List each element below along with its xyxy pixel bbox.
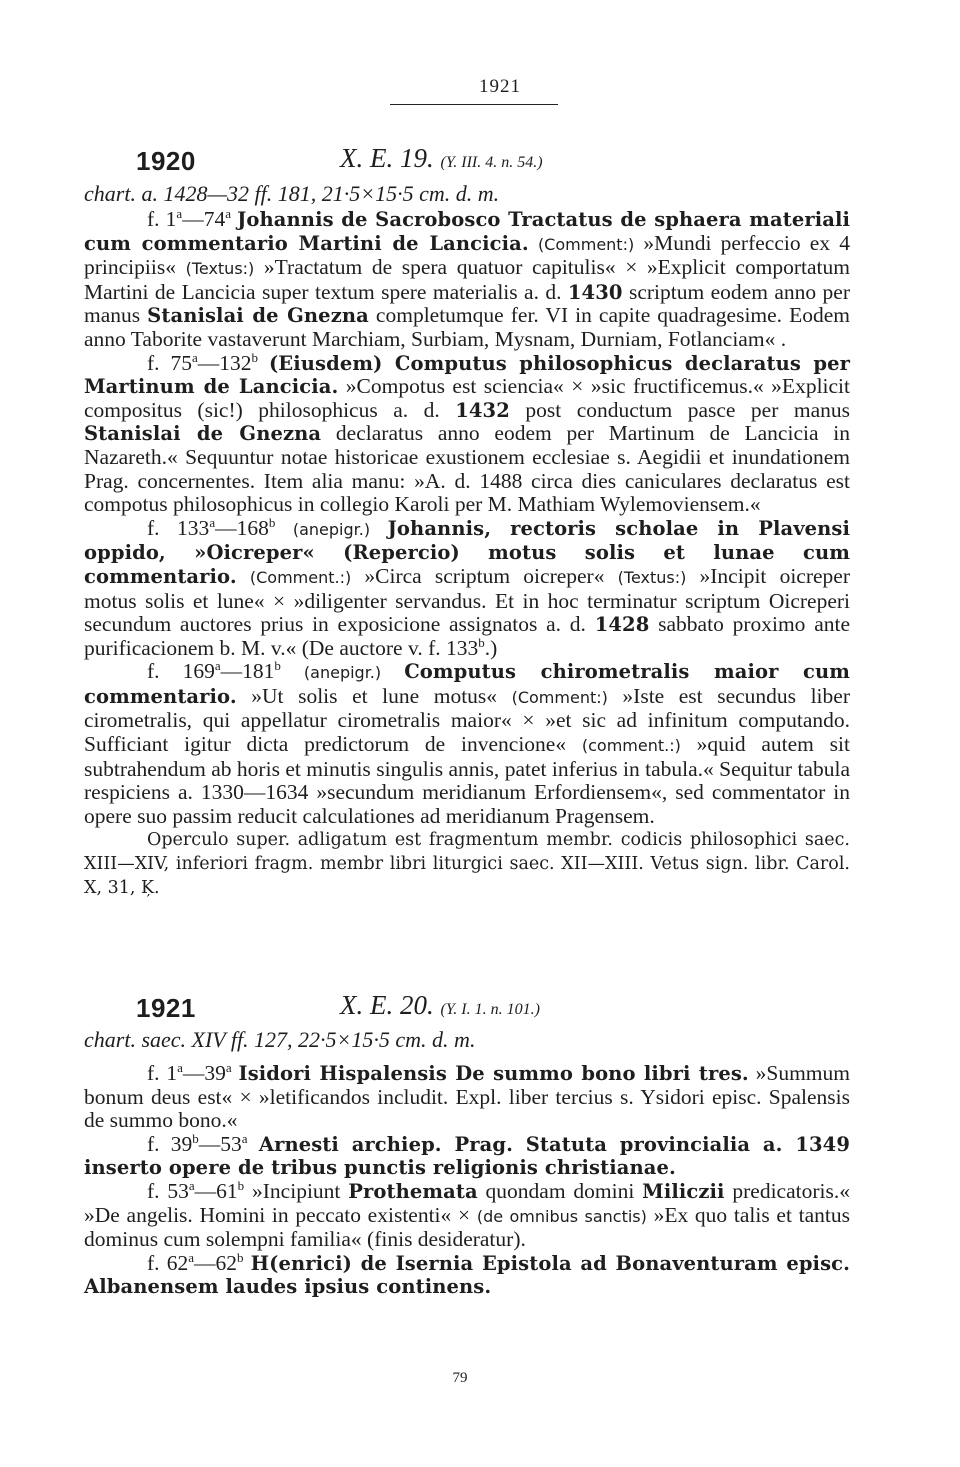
- entry-number-1920: 1920: [136, 146, 196, 176]
- paragraph: Operculo super. adligatum est fragmentum membr. codicis philosophici saec. XIII—XIV, inferiori fragm. membr libri liturgici saec. XII—XIII. Vetus sign. libr. Carol. X, 31, Ķ.: [84, 830, 850, 899]
- paragraph: f. 53$^a$—61$^b$ »Incipiunt Prothemata quondam domini Miliczii predicatoris.« »De angelis. Homini in peccato existenti« × (de omnibus sanctis) »Ex quo talis et tantus dominus cum solempni familia« (finis desideratur).: [84, 1177, 850, 1252]
- paragraph: f. 133$^a$—168$^b$ (anepigr.) Johannis, rectoris scholae in Plavensi oppido, »Oicreper« (Repercio) motus solis et lunae cum commentario. (Comment.:) »Circa scriptum oicreper« (Textus:) »Incipit oicreper motus solis et lune« × »diligenter servandus. Et in hoc terminatur scriptum Oicreperi secundum auctores prius in exposicione assignatos a. d. 1428 sabbato proximo ante purificacionem b. M. v.« (De auctore v. f. 133$^b$.): [84, 514, 850, 660]
- paragraph: f. 169$^a$—181$^b$ (anepigr.) Computus chirometralis maior cum commentario. »Ut solis et lune motus« (Comment:) »Iste est secundus liber cirometralis, qui appellatur cirometralis maior« × »et sic ad infinitum computando. Sufficiant igitur dicta predictorum de invencione« (comment.:) »quid autem sit subtrahendum ab horis et minutis singulis annis, patet inferius in tabula.« Sequitur tabula respiciens a. 1330—1634 »secundum meridianum Erfordiensem«, sed commentator in opere suo passim reducit calculationes ad meridianum Pragensem.: [84, 658, 851, 828]
- chart-description-1920: chart. a. 1428—32 ff. 181, 21·5×15·5 cm. d. m.: [84, 181, 500, 206]
- signature: X. E. 19.: [340, 143, 434, 173]
- entry-signature-1920: [340, 143, 543, 174]
- paragraph: f. 62$^a$—62$^b$ H(enrici) de Isernia Epistola ad Bonaventuram episc. Albanensem laudes ipsius continens.: [84, 1249, 851, 1299]
- signature: X. E. 20.: [340, 990, 434, 1020]
- paragraph: f. 75$^a$—132$^b$ (Eiusdem) Computus philosophicus declaratus per Martinum de Lancicia. »Compotus est sciencia« × »sic fructificemus.« »Explicit compositus (sic!) philosophicus a. d. 1432 post conductum pasce per manus Stanislai de Gnezna declaratus anno eodem per Martinum de Lancicia in Nazareth.« Sequuntur notae historicae exustionem ecclesiae s. Aegidii et inundationem Prag. concernentes. Item alia manu: »A. d. 1488 circa dies caniculares declaratus est compotus philosophicus in collegio Karoli per M. Mathiam Wylemoviensem.«: [84, 349, 851, 517]
- paragraph: f. 1$^a$—39$^a$ Isidori Hispalensis De summo bono libri tres. »Summum bonum deus est« × »letificandos includit. Expl. liber tercius s. Ysidori episc. Spalensis de summo bono.«: [84, 1059, 851, 1133]
- entry-number-1921: 1921: [136, 993, 196, 1023]
- entry-signature-1921: [340, 990, 540, 1021]
- head-rule: [390, 104, 558, 105]
- paragraph: f. 1$^a$—74$^a$ Johannis de Sacrobosco Tractatus de sphaera materiali cum commentario Martini de Lancicia. (Comment:) »Mundi perfeccio ex 4 principiis« (Textus:) »Tractatum de spera quatuor capitulis« × »Explicit comportatum Martini de Lancicia super textum spere materialis a. d. 1430 scriptum eodem anno per manus Stanislai de Gnezna completumque fer. VI in capite quadragesime. Eodem anno Taborite vastaverunt Marchiam, Surbiam, Mysnam, Durniam, Fotlanciam« .: [84, 205, 851, 351]
- signature-old: (Y. I. 1. n. 101.): [440, 1001, 540, 1018]
- chart-description-1921: chart. saec. XIV ff. 127, 22·5×15·5 cm. d. m.: [84, 1027, 476, 1052]
- entry-body-1920: [84, 205, 851, 900]
- page-number: 79: [452, 1370, 468, 1386]
- running-head: 1921: [479, 76, 521, 97]
- entry-body-1921: [84, 1059, 851, 1299]
- paragraph: f. 39$^b$—53$^a$ Arnesti archiep. Prag. Statuta provincialia a. 1349 inserto opere de tribus punctis religionis christianae.: [84, 1130, 850, 1180]
- signature-old: (Y. III. 4. n. 54.): [440, 154, 543, 171]
